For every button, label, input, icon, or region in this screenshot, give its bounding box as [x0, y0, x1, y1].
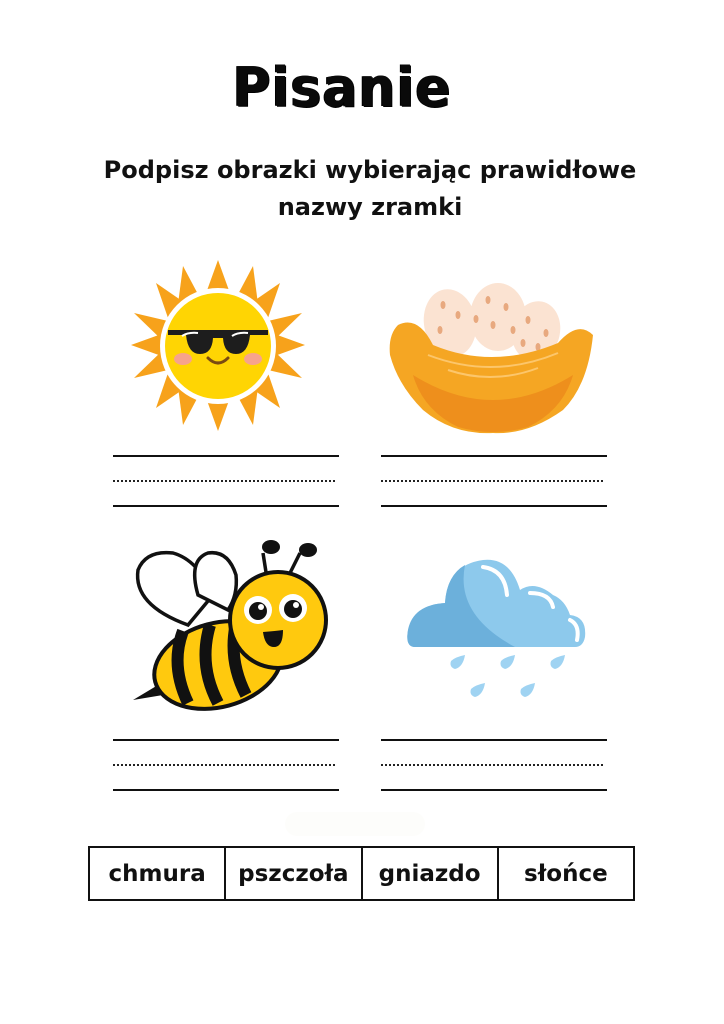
writing-line-top	[381, 739, 607, 741]
word-bank-table	[88, 846, 635, 901]
nest-picture	[388, 275, 598, 435]
rain-cloud-picture	[405, 555, 590, 705]
writing-line-dotted	[381, 764, 603, 766]
instruction-line-2: nazwy zramki	[277, 193, 463, 221]
word-bank-item: gniazdo	[363, 848, 499, 899]
writing-line-bottom	[381, 789, 607, 791]
nest-with-eggs-icon	[388, 275, 598, 435]
sun-picture	[128, 258, 308, 433]
writing-line-dotted	[381, 480, 603, 482]
writing-line-dotted	[113, 764, 335, 766]
writing-line-bottom	[113, 789, 339, 791]
bee-icon	[128, 535, 328, 715]
rain-cloud-icon	[405, 555, 590, 705]
writing-line-top	[113, 455, 339, 457]
word-bank-item: pszczoła	[226, 848, 362, 899]
bee-picture	[128, 535, 328, 715]
worksheet-title: Pisanie	[232, 56, 452, 120]
writing-line-top	[113, 739, 339, 741]
word-bank-item: słońce	[524, 860, 608, 887]
faint-placeholder	[285, 812, 425, 836]
instruction-line-1: Podpisz obrazki wybierając prawidłowe	[103, 156, 637, 184]
word-bank-item: chmura	[90, 848, 226, 899]
writing-line-top	[381, 455, 607, 457]
instruction-text	[60, 152, 680, 226]
sun-with-sunglasses-icon	[128, 258, 308, 433]
writing-line-bottom	[381, 505, 607, 507]
writing-line-bottom	[113, 505, 339, 507]
